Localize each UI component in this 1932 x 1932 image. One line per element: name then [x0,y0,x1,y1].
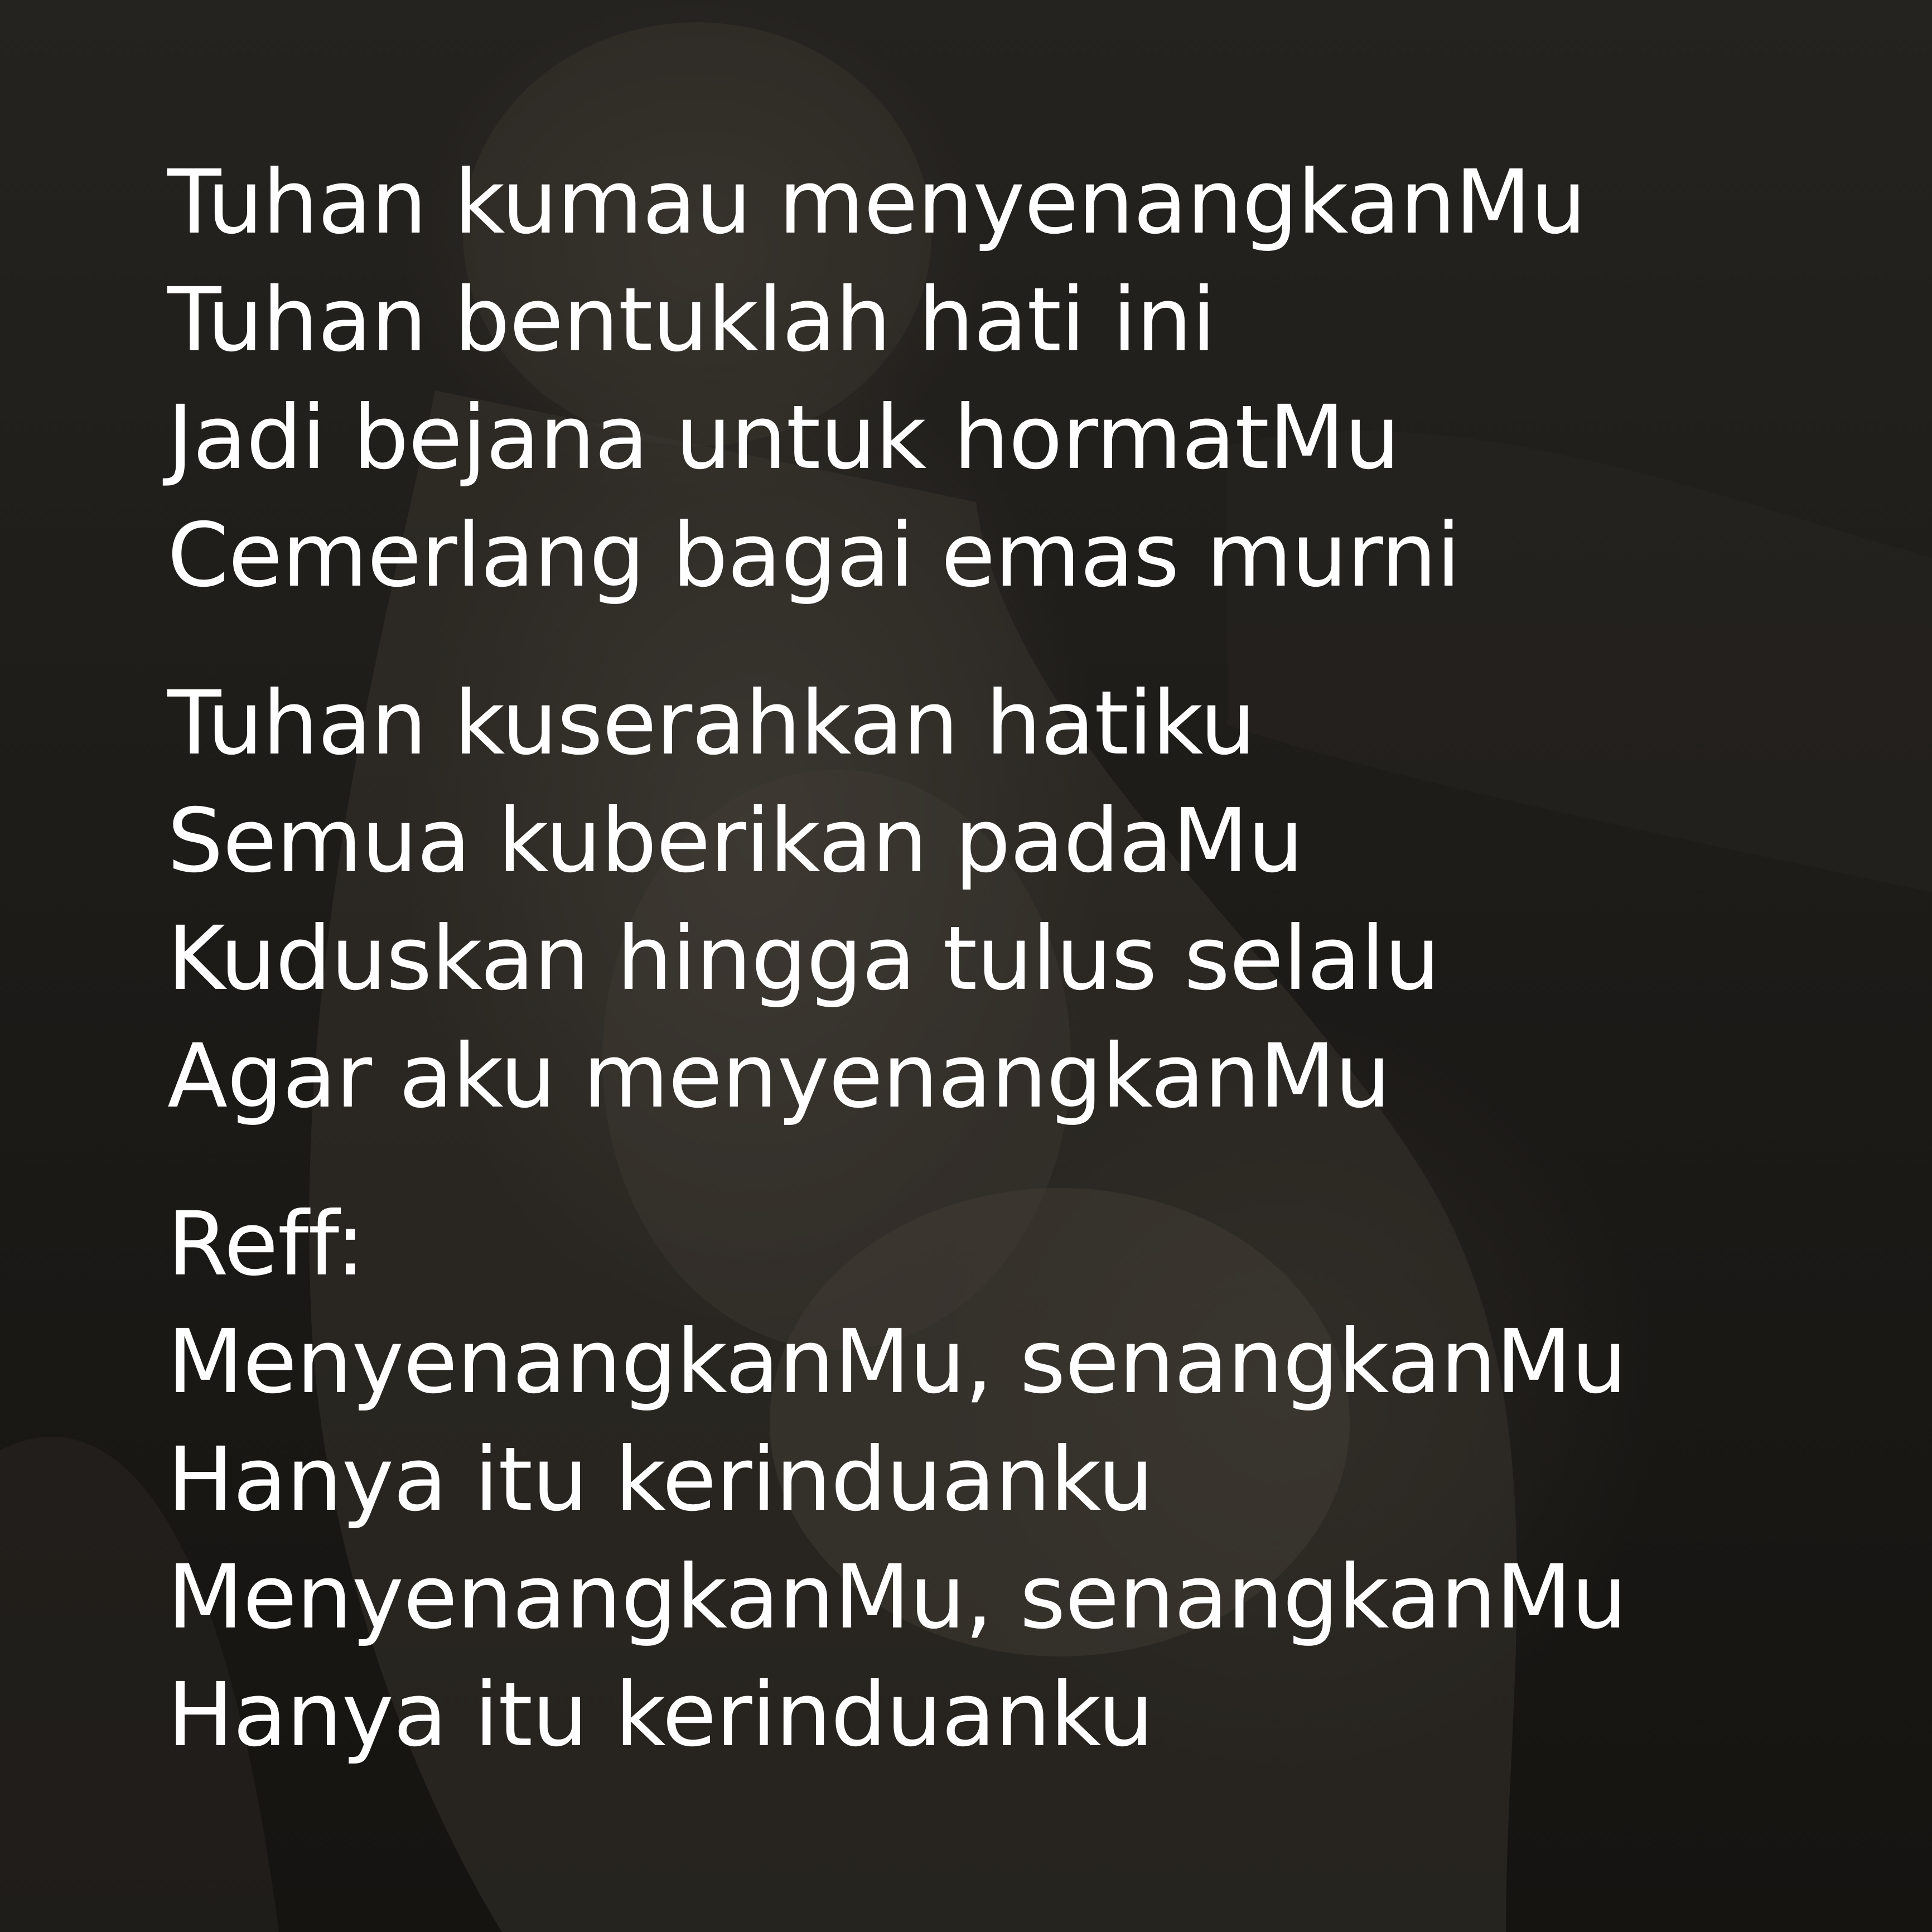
lyric-line: Jadi bejana untuk hormatMu [167,387,1400,489]
chorus-label: Reff: [167,1193,365,1296]
stanza-chorus [167,1186,1841,1774]
lyric-line: Agar aku menyenangkanMu [167,1025,1390,1128]
lyric-line: Hanya itu kerinduanku [167,1428,1153,1531]
lyric-line: Semua kuberikan padaMu [167,790,1303,892]
lyric-line: Kuduskan hingga tulus selalu [167,907,1440,1010]
lyric-line: Tuhan bentuklah hati ini [167,269,1216,371]
lyric-line: Tuhan kuserahkan hatiku [167,672,1255,775]
stanza-verse-2 [167,665,1841,1136]
lyric-line: Cemerlang bagai emas murni [167,504,1461,607]
stanza-verse-1 [167,144,1841,615]
lyric-line: Hanya itu kerinduanku [167,1664,1153,1766]
lyrics-text [167,144,1841,1824]
lyric-line: Tuhan kumau menyenangkanMu [167,151,1586,254]
lyric-line: MenyenangkanMu, senangkanMu [167,1311,1627,1413]
lyric-line: MenyenangkanMu, senangkanMu [167,1546,1627,1649]
